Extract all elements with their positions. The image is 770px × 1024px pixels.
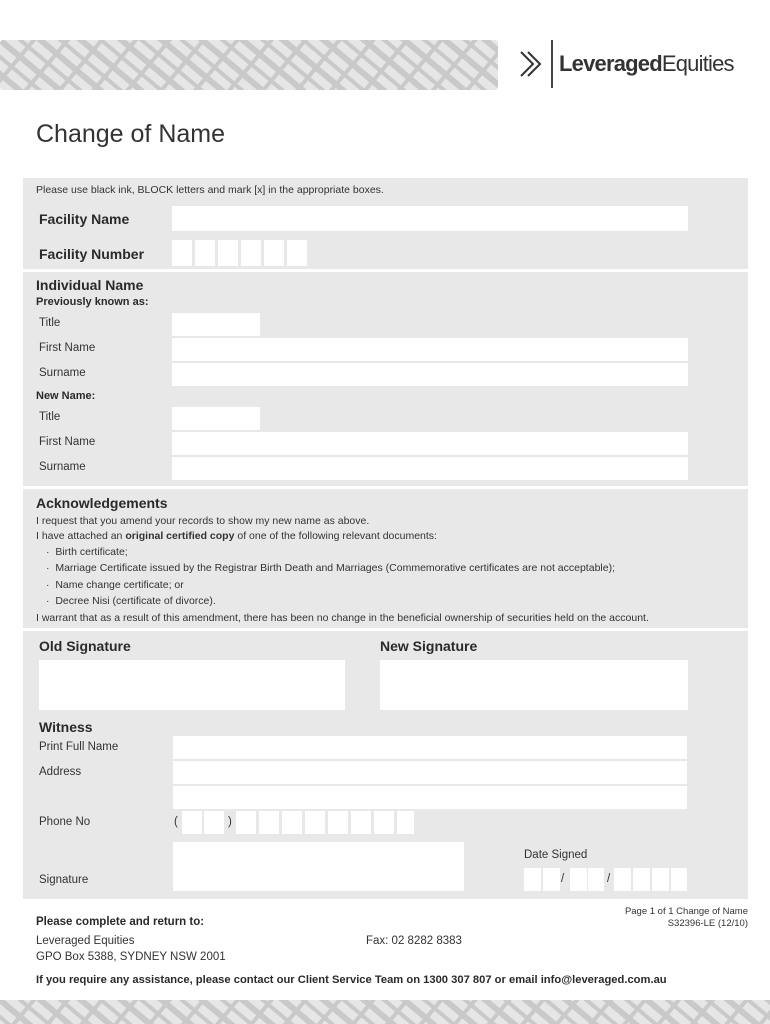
new-surname-label: Surname xyxy=(39,461,86,473)
phone-open-paren: ( xyxy=(174,816,178,828)
phone-digit-box[interactable] xyxy=(259,811,279,834)
witness-address-label: Address xyxy=(39,766,82,778)
old-signature-field[interactable] xyxy=(39,660,345,710)
previous-surname-field[interactable] xyxy=(172,363,688,386)
new-name-heading: New Name: xyxy=(36,390,96,402)
phone-close-paren: ) xyxy=(228,816,232,828)
acknowledgement-request-text: I request that you amend your records to show my new name as above. xyxy=(36,515,370,527)
acknowledgements-heading: Acknowledgements xyxy=(36,495,168,511)
logo-divider xyxy=(551,40,553,88)
previous-title-label: Title xyxy=(39,317,61,329)
facility-number-box[interactable] xyxy=(241,240,261,266)
logo-wordmark xyxy=(559,51,734,77)
individual-name-heading: Individual Name xyxy=(36,277,144,293)
witness-address-field-line1[interactable] xyxy=(173,761,687,784)
date-day-box[interactable] xyxy=(524,868,541,891)
logo-chevron-icon xyxy=(518,49,544,79)
date-year-box[interactable] xyxy=(652,868,669,891)
facility-number-box[interactable] xyxy=(172,240,192,266)
facility-name-field[interactable] xyxy=(172,206,688,231)
facility-number-box[interactable] xyxy=(218,240,238,266)
instructions-text: Please use black ink, BLOCK letters and mark [x] in the appropriate boxes. xyxy=(36,184,384,196)
attached-text-start: I have attached an xyxy=(36,530,126,542)
witness-name-field[interactable] xyxy=(173,736,687,759)
new-signature-label: New Signature xyxy=(380,638,478,654)
facility-number-box[interactable] xyxy=(195,240,215,266)
previous-title-field[interactable] xyxy=(172,313,260,336)
date-month-box[interactable] xyxy=(570,868,587,891)
date-year-box[interactable] xyxy=(633,868,650,891)
phone-digit-box[interactable] xyxy=(236,811,256,834)
previously-known-heading: Previously known as: xyxy=(36,296,149,308)
page-info: Page 1 of 1 Change of Name xyxy=(624,906,748,917)
phone-digit-box[interactable] xyxy=(328,811,348,834)
return-address-line2: GPO Box 5388, SYDNEY NSW 2001 xyxy=(36,951,226,963)
new-signature-field[interactable] xyxy=(380,660,688,710)
date-year-box[interactable] xyxy=(614,868,631,891)
document-list-item-text: Marriage Certificate issued by the Registrar Birth Death and Marriages (Commemorative certificates are not acceptable); xyxy=(55,562,615,574)
document-list-item: · Name change certificate; or xyxy=(46,579,184,591)
form-code: S32396-LE (12/10) xyxy=(667,918,748,929)
return-address-line1: Leveraged Equities xyxy=(36,935,135,947)
phone-digit-box[interactable] xyxy=(397,811,414,834)
return-heading: Please complete and return to: xyxy=(36,916,205,928)
witness-heading: Witness xyxy=(39,719,93,735)
date-day-box[interactable] xyxy=(543,868,560,891)
document-list-item-text: Birth certificate; xyxy=(55,546,128,558)
footer-pattern-banner xyxy=(0,1000,770,1024)
document-list-item: · Marriage Certificate issued by the Registrar Birth Death and Marriages (Commemorative certificates are not acceptable); xyxy=(46,562,615,574)
witness-name-label: Print Full Name xyxy=(39,741,119,753)
old-signature-label: Old Signature xyxy=(39,638,131,654)
witness-address-field-line2[interactable] xyxy=(173,786,687,809)
phone-digit-box[interactable] xyxy=(204,811,224,834)
witness-phone-label: Phone No xyxy=(39,816,91,828)
witness-signature-field[interactable] xyxy=(173,842,464,891)
document-list-item-text: Name change certificate; or xyxy=(55,579,184,591)
facility-number-box[interactable] xyxy=(264,240,284,266)
previous-first-name-label: First Name xyxy=(39,342,96,354)
attached-text-end: of one of the following relevant documents: xyxy=(234,530,437,542)
facility-number-box[interactable] xyxy=(287,240,307,266)
date-separator: / xyxy=(607,873,611,885)
date-signed-label: Date Signed xyxy=(524,849,588,861)
acknowledgement-attached-text xyxy=(36,530,437,542)
previous-surname-label: Surname xyxy=(39,367,86,379)
document-list-item-text: Decree Nisi (certificate of divorce). xyxy=(55,595,216,607)
attached-text-bold: original certified copy xyxy=(125,530,235,542)
new-surname-field[interactable] xyxy=(172,457,688,480)
document-list-item: · Birth certificate; xyxy=(46,546,128,558)
new-first-name-field[interactable] xyxy=(172,432,688,455)
date-month-box[interactable] xyxy=(588,868,604,891)
phone-digit-box[interactable] xyxy=(282,811,302,834)
assistance-text: If you require any assistance, please contact our Client Service Team on 1300 307 807 or email info@leveraged.com.au xyxy=(36,974,667,986)
logo-light-text: Equities xyxy=(661,51,734,76)
phone-digit-box[interactable] xyxy=(351,811,371,834)
witness-signature-label: Signature xyxy=(39,874,89,886)
date-year-box[interactable] xyxy=(671,868,687,891)
warrant-text: I warrant that as a result of this amendment, there has been no change in the beneficial ownership of securities held on the account. xyxy=(36,612,649,624)
phone-digit-box[interactable] xyxy=(374,811,394,834)
fax-number: Fax: 02 8282 8383 xyxy=(366,935,462,947)
facility-number-label: Facility Number xyxy=(39,246,145,262)
header-pattern-banner xyxy=(0,40,498,90)
facility-name-label: Facility Name xyxy=(39,211,130,227)
phone-digit-box[interactable] xyxy=(305,811,325,834)
phone-digit-box[interactable] xyxy=(182,811,202,834)
page-title: Change of Name xyxy=(36,120,226,148)
new-title-field[interactable] xyxy=(172,407,260,430)
previous-first-name-field[interactable] xyxy=(172,338,688,361)
logo-bold-text: Leveraged xyxy=(559,51,662,76)
new-title-label: Title xyxy=(39,411,61,423)
document-list-item: · Decree Nisi (certificate of divorce). xyxy=(46,595,216,607)
new-first-name-label: First Name xyxy=(39,436,96,448)
date-separator: / xyxy=(561,873,565,885)
